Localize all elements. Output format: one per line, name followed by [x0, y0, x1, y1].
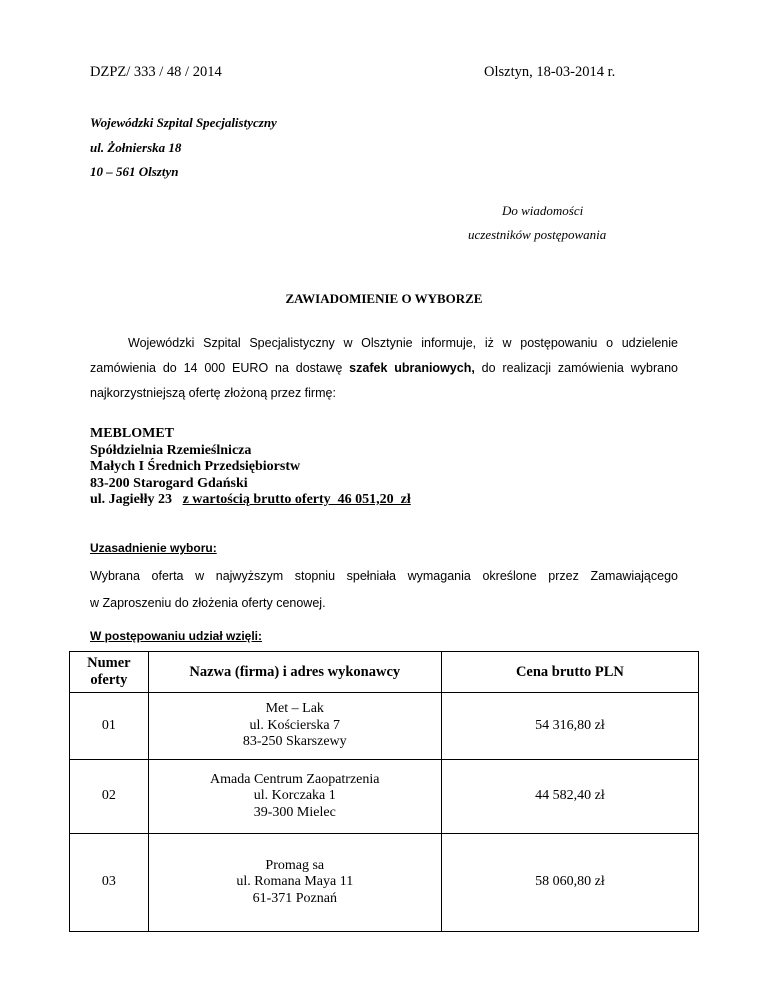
table-row	[70, 760, 699, 834]
contractor-cell	[148, 834, 441, 932]
place-and-date: Olsztyn, 18-03-2014 r.	[484, 64, 616, 80]
contractor-city: 39-300 Mielec	[253, 804, 336, 820]
contractor-city: 61-371 Poznań	[252, 890, 337, 906]
recipient-line-2: uczestników postępowania	[468, 227, 607, 242]
recipient-line-1: Do wiadomości	[502, 203, 584, 218]
document-title: ZAWIADOMIENIE O WYBORZE	[285, 291, 483, 306]
contractor-name: Amada Centrum Zaopatrzenia	[210, 771, 380, 787]
winner-street: ul. Jagiełły 23	[90, 492, 183, 507]
winner-line-3: Małych I Średnich Przedsiębiorstw	[90, 459, 301, 474]
winner-city: 83-200 Starogard Gdański	[90, 475, 248, 491]
winning-company	[90, 426, 411, 509]
column-header-number-line-1: Numer	[87, 655, 131, 671]
intro-line-1: Wojewódzki Szpital Specjalistyczny w Olsztynie informuje, iż w postępowaniu o udzielenie	[128, 336, 678, 350]
winner-offer-value: z wartością brutto oferty 46 051,20 zł	[182, 492, 411, 507]
contractor-city: 83-250 Skarszewy	[242, 734, 347, 750]
justification-paragraph	[90, 563, 678, 617]
intro-paragraph	[90, 331, 678, 406]
table-header-row	[70, 652, 699, 693]
intro-line-3: najkorzystniejszą ofertę złożoną przez firmę:	[90, 386, 336, 400]
participants-heading: W postępowaniu udział wzięli:	[90, 629, 263, 643]
contractor-cell	[148, 760, 441, 834]
contractor-name: Promag sa	[265, 857, 325, 873]
offer-number: 01	[70, 693, 149, 760]
winner-name: MEBLOMET	[90, 426, 175, 441]
intro-line-2	[90, 356, 678, 381]
contractor-cell	[148, 693, 441, 760]
justification-line-2: w Zaproszeniu do złożenia oferty cenowej.	[90, 596, 326, 610]
sender-name: Wojewódzki Szpital Specjalistyczny	[90, 115, 277, 130]
intro-item-name: szafek ubraniowych,	[349, 361, 475, 375]
contractor-street: ul. Romana Maya 11	[236, 874, 354, 890]
justification-line-1: Wybrana oferta w najwyższym stopniu spełniała wymagania określone przez Zamawiającego	[90, 569, 678, 583]
winner-line-2: Spółdzielnia Rzemieślnicza	[90, 442, 252, 458]
offer-price: 44 582,40 zł	[441, 760, 698, 834]
column-header-contractor: Nazwa (firma) i adres wykonawcy	[148, 652, 441, 693]
sender-street: ul. Żołnierska 18	[90, 140, 182, 155]
justification-heading: Uzasadnienie wyboru:	[90, 541, 217, 555]
offer-price: 54 316,80 zł	[441, 693, 698, 760]
offer-price: 58 060,80 zł	[441, 834, 698, 932]
winner-street-line	[90, 492, 411, 509]
intro-line-2-start: zamówienia do 14 000 EURO na dostawę	[90, 361, 350, 375]
table-row	[70, 693, 699, 760]
contractor-name: Met – Lak	[265, 701, 324, 717]
offer-number: 02	[70, 760, 149, 834]
column-header-price: Cena brutto PLN	[441, 652, 698, 693]
table-row	[70, 834, 699, 932]
participants-table	[69, 651, 699, 932]
offer-number: 03	[70, 834, 149, 932]
intro-line-2-end: do realizacji zamówienia wybrano	[474, 361, 678, 375]
contractor-street: ul. Kościerska 7	[249, 717, 341, 733]
column-header-number	[70, 652, 149, 693]
contractor-street: ul. Korczaka 1	[253, 788, 336, 804]
sender-city: 10 – 561 Olsztyn	[90, 164, 179, 179]
column-header-number-line-2: oferty	[90, 672, 128, 688]
document-reference: DZPZ/ 333 / 48 / 2014	[90, 64, 222, 80]
